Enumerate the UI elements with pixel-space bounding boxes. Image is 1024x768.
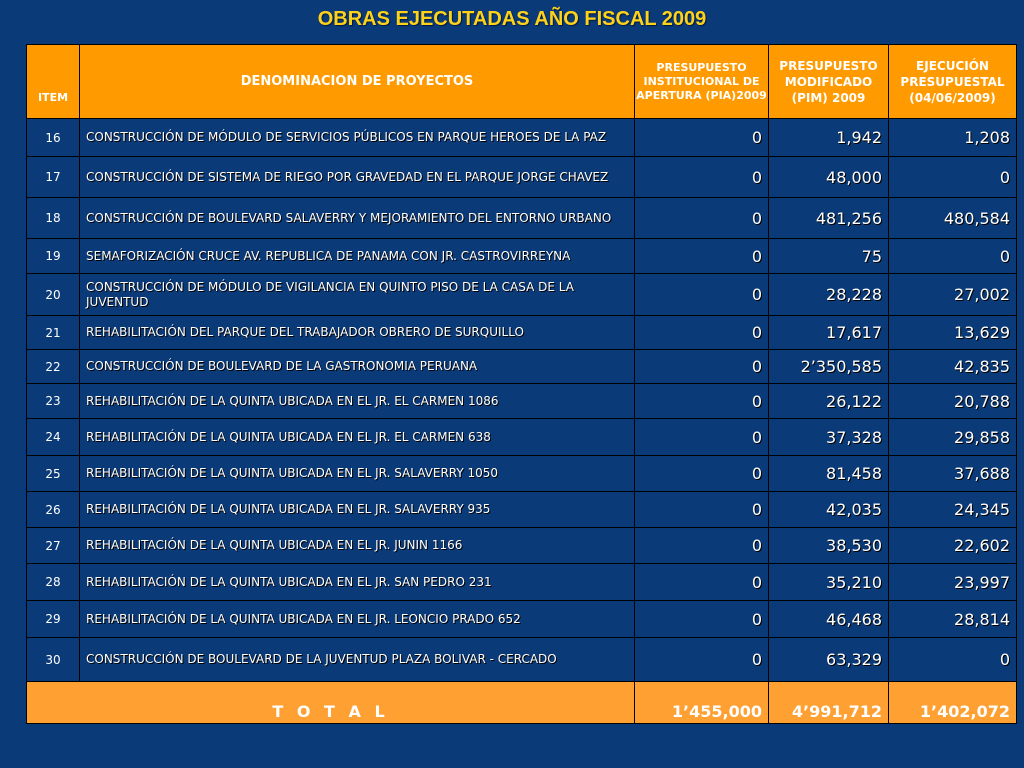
pia-cell: 0 bbox=[635, 198, 769, 239]
item-cell: 21 bbox=[27, 316, 80, 350]
table-row bbox=[27, 601, 1017, 638]
ejecucion-cell: 13,629 bbox=[889, 316, 1017, 350]
header-pim: PRESUPUESTO MODIFICADO (PIM) 2009 bbox=[769, 45, 889, 119]
pia-cell: 0 bbox=[635, 456, 769, 492]
pim-cell: 48,000 bbox=[769, 157, 889, 198]
table-row bbox=[27, 350, 1017, 384]
projects-table bbox=[26, 44, 1017, 724]
header-pia: PRESUPUESTO INSTITUCIONAL DE APERTURA (PIA)2009 bbox=[635, 45, 769, 119]
table-header-row bbox=[27, 45, 1017, 119]
ejecucion-cell: 0 bbox=[889, 239, 1017, 274]
item-cell: 28 bbox=[27, 564, 80, 601]
project-name-cell: REHABILITACIÓN DE LA QUINTA UBICADA EN EL JR. LEONCIO PRADO 652 bbox=[80, 601, 635, 638]
ejecucion-cell: 0 bbox=[889, 157, 1017, 198]
item-cell: 17 bbox=[27, 157, 80, 198]
header-item: ITEM bbox=[27, 45, 80, 119]
table-row bbox=[27, 119, 1017, 157]
pim-cell: 46,468 bbox=[769, 601, 889, 638]
table-row bbox=[27, 239, 1017, 274]
header-denominacion: DENOMINACION DE PROYECTOS bbox=[80, 45, 635, 119]
project-name-cell: REHABILITACIÓN DE LA QUINTA UBICADA EN EL JR. EL CARMEN 638 bbox=[80, 419, 635, 456]
header-ejecucion: EJECUCIÓN PRESUPUESTAL (04/06/2009) bbox=[889, 45, 1017, 119]
pia-cell: 0 bbox=[635, 157, 769, 198]
project-name-cell: REHABILITACIÓN DE LA QUINTA UBICADA EN EL JR. SAN PEDRO 231 bbox=[80, 564, 635, 601]
item-cell: 25 bbox=[27, 456, 80, 492]
total-label: T O T A L bbox=[27, 682, 635, 724]
pia-cell: 0 bbox=[635, 316, 769, 350]
item-cell: 29 bbox=[27, 601, 80, 638]
item-cell: 20 bbox=[27, 274, 80, 316]
pia-cell: 0 bbox=[635, 239, 769, 274]
project-name-cell: REHABILITACIÓN DE LA QUINTA UBICADA EN EL JR. SALAVERRY 1050 bbox=[80, 456, 635, 492]
project-name-cell: CONSTRUCCIÓN DE MÓDULO DE VIGILANCIA EN QUINTO PISO DE LA CASA DE LA JUVENTUD bbox=[80, 274, 635, 316]
table-row bbox=[27, 492, 1017, 528]
ejecucion-cell: 1,208 bbox=[889, 119, 1017, 157]
item-cell: 26 bbox=[27, 492, 80, 528]
table-row bbox=[27, 528, 1017, 564]
ejecucion-cell: 22,602 bbox=[889, 528, 1017, 564]
pim-cell: 75 bbox=[769, 239, 889, 274]
project-name-cell: CONSTRUCCIÓN DE MÓDULO DE SERVICIOS PÚBLICOS EN PARQUE HEROES DE LA PAZ bbox=[80, 119, 635, 157]
item-cell: 27 bbox=[27, 528, 80, 564]
item-cell: 18 bbox=[27, 198, 80, 239]
pia-cell: 0 bbox=[635, 419, 769, 456]
table-row bbox=[27, 274, 1017, 316]
total-pim-cell: 4’991,712 bbox=[769, 682, 889, 724]
pia-cell: 0 bbox=[635, 384, 769, 419]
item-cell: 23 bbox=[27, 384, 80, 419]
ejecucion-cell: 23,997 bbox=[889, 564, 1017, 601]
project-name-cell: REHABILITACIÓN DE LA QUINTA UBICADA EN EL JR. EL CARMEN 1086 bbox=[80, 384, 635, 419]
total-pia-cell: 1’455,000 bbox=[635, 682, 769, 724]
ejecucion-cell: 0 bbox=[889, 638, 1017, 682]
project-name-cell: CONSTRUCCIÓN DE BOULEVARD DE LA GASTRONOMIA PERUANA bbox=[80, 350, 635, 384]
ejecucion-cell: 37,688 bbox=[889, 456, 1017, 492]
page-title: OBRAS EJECUTADAS AÑO FISCAL 2009 bbox=[317, 8, 707, 30]
project-name-cell: REHABILITACIÓN DE LA QUINTA UBICADA EN EL JR. SALAVERRY 935 bbox=[80, 492, 635, 528]
ejecucion-cell: 20,788 bbox=[889, 384, 1017, 419]
table-row bbox=[27, 456, 1017, 492]
ejecucion-cell: 29,858 bbox=[889, 419, 1017, 456]
table-row bbox=[27, 384, 1017, 419]
pim-cell: 1,942 bbox=[769, 119, 889, 157]
pim-cell: 481,256 bbox=[769, 198, 889, 239]
table-row bbox=[27, 198, 1017, 239]
ejecucion-cell: 27,002 bbox=[889, 274, 1017, 316]
table-row bbox=[27, 316, 1017, 350]
ejecucion-cell: 480,584 bbox=[889, 198, 1017, 239]
pim-cell: 17,617 bbox=[769, 316, 889, 350]
item-cell: 22 bbox=[27, 350, 80, 384]
table-row bbox=[27, 157, 1017, 198]
pim-cell: 42,035 bbox=[769, 492, 889, 528]
item-cell: 19 bbox=[27, 239, 80, 274]
pia-cell: 0 bbox=[635, 564, 769, 601]
ejecucion-cell: 24,345 bbox=[889, 492, 1017, 528]
total-ejecucion-cell: 1’402,072 bbox=[889, 682, 1017, 724]
project-name-cell: REHABILITACIÓN DEL PARQUE DEL TRABAJADOR OBRERO DE SURQUILLO bbox=[80, 316, 635, 350]
pim-cell: 63,329 bbox=[769, 638, 889, 682]
pia-cell: 0 bbox=[635, 350, 769, 384]
project-name-cell: SEMAFORIZACIÓN CRUCE AV. REPUBLICA DE PANAMA CON JR. CASTROVIRREYNA bbox=[80, 239, 635, 274]
pia-cell: 0 bbox=[635, 274, 769, 316]
project-name-cell: REHABILITACIÓN DE LA QUINTA UBICADA EN EL JR. JUNIN 1166 bbox=[80, 528, 635, 564]
pia-cell: 0 bbox=[635, 528, 769, 564]
pim-cell: 35,210 bbox=[769, 564, 889, 601]
total-row bbox=[27, 682, 1017, 724]
table-row bbox=[27, 564, 1017, 601]
item-cell: 30 bbox=[27, 638, 80, 682]
pim-cell: 28,228 bbox=[769, 274, 889, 316]
pim-cell: 2’350,585 bbox=[769, 350, 889, 384]
item-cell: 24 bbox=[27, 419, 80, 456]
pim-cell: 81,458 bbox=[769, 456, 889, 492]
item-cell: 16 bbox=[27, 119, 80, 157]
pia-cell: 0 bbox=[635, 601, 769, 638]
ejecucion-cell: 28,814 bbox=[889, 601, 1017, 638]
project-name-cell: CONSTRUCCIÓN DE BOULEVARD DE LA JUVENTUD PLAZA BOLIVAR - CERCADO bbox=[80, 638, 635, 682]
pim-cell: 26,122 bbox=[769, 384, 889, 419]
pim-cell: 38,530 bbox=[769, 528, 889, 564]
pia-cell: 0 bbox=[635, 638, 769, 682]
ejecucion-cell: 42,835 bbox=[889, 350, 1017, 384]
pia-cell: 0 bbox=[635, 119, 769, 157]
project-name-cell: CONSTRUCCIÓN DE BOULEVARD SALAVERRY Y MEJORAMIENTO DEL ENTORNO URBANO bbox=[80, 198, 635, 239]
table-row bbox=[27, 419, 1017, 456]
table-row bbox=[27, 638, 1017, 682]
project-name-cell: CONSTRUCCIÓN DE SISTEMA DE RIEGO POR GRAVEDAD EN EL PARQUE JORGE CHAVEZ bbox=[80, 157, 635, 198]
pia-cell: 0 bbox=[635, 492, 769, 528]
pim-cell: 37,328 bbox=[769, 419, 889, 456]
